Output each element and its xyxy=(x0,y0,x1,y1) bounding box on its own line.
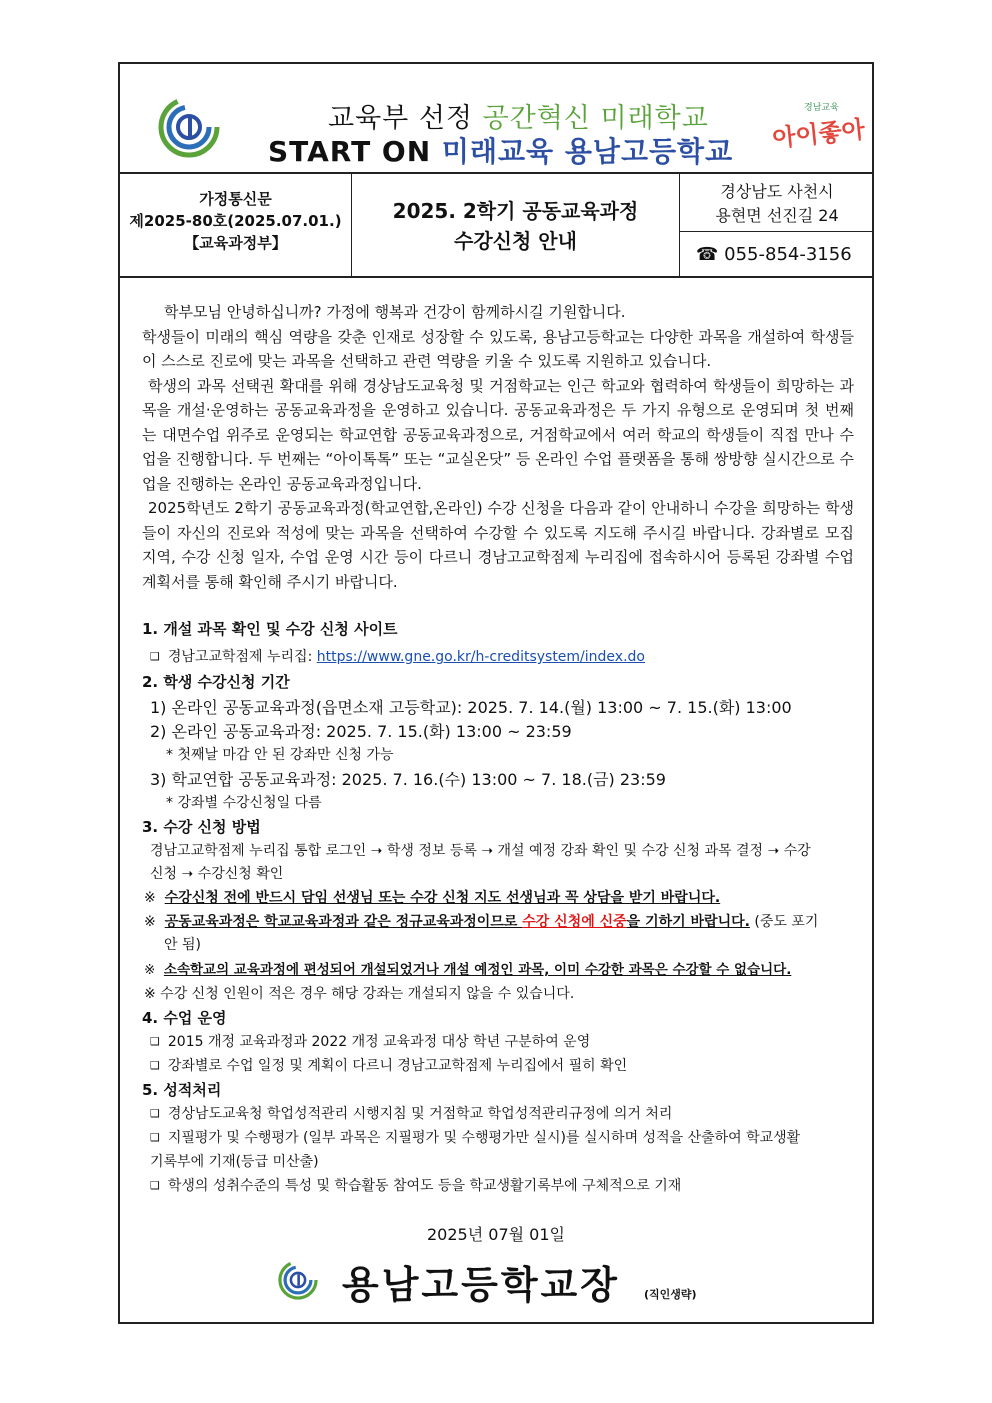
note-min-enrollment: ※ 수강 신청 인원이 적은 경우 해당 강좌는 개설되지 않을 수 있습니다. xyxy=(144,986,575,1002)
issue-date: 2025년 07월 01일 xyxy=(427,1225,565,1244)
period-online: 2) 온라인 공동교육과정: 2025. 7. 15.(화) 13:00 ~ 23:59 xyxy=(150,722,572,741)
brand-logo-text: 아이좋아 xyxy=(770,114,867,153)
header-line-2: START ON 미래교육 용남고등학교 xyxy=(268,135,734,168)
operation-item: ❑ 강좌별로 수업 일정 및 계획이 다르니 경남고교학점제 누리집에서 필히 확인 xyxy=(150,1055,627,1075)
newsletter-label: 가정통신문 xyxy=(199,190,272,208)
credit-system-link[interactable]: https://www.gne.go.kr/h-creditsystem/index.do xyxy=(316,649,645,665)
section-5-heading: 5. 성적처리 xyxy=(142,1081,222,1099)
intro-paragraph: 2025학년도 2학기 공동교육과정(학교연합,온라인) 수강 신청을 다음과 같이 안내하니 수강을 희망하는 학생들이 자신의 진로와 적성에 맞는 과목을 선택하여 수강할 수 있도록 지도해 주시길 바랍니다. 강좌별로 모집 지역, 수강 신청 일자, 수업 운영 시간 등이 다르니 경남고교학점제 누리집에 접속하시어 등록된 강좌별 수업계획서를 통해 확인해 주시기 바랍니다. xyxy=(142,499,854,591)
school-circle-logo-icon xyxy=(278,1260,318,1300)
intro-text xyxy=(142,300,854,594)
contact-cell xyxy=(680,174,874,276)
gyeongnam-brand-logo xyxy=(770,100,867,153)
doc-title-line-2: 수강신청 안내 xyxy=(454,229,577,253)
section-4-heading: 4. 수업 운영 xyxy=(142,1009,227,1027)
note-consult: ※ 수강신청 전에 반드시 담임 선생님 또는 수강 신청 지도 선생님과 꼭 상담을 받기 바랍니다. xyxy=(144,890,721,906)
grading-item: ❑ 지필평가 및 수행평가 (일부 과목은 지필평가 및 수행평가만 실시)를 실시하며 성적을 산출하여 학교생활 xyxy=(150,1127,800,1147)
method-steps-line-2: 신청 ➝ 수강신청 확인 xyxy=(150,866,284,882)
letterhead xyxy=(120,64,872,172)
operation-item: ❑ 2015 개정 교육과정과 2022 개정 교육과정 대상 학년 구분하여 운영 xyxy=(150,1031,590,1051)
note-regular-course-cont: 안 됨) xyxy=(164,937,201,953)
intro-paragraph: 학생들이 미래의 핵심 역량을 갖춘 인재로 성장할 수 있도록, 용남고등학교는 다양한 과목을 개설하여 학생들이 스스로 진로에 맞는 과목을 선택하고 관련 역량을 키울 수 있도록 지원하고 있습니다. xyxy=(142,327,854,370)
department-label: 【교육과정부】 xyxy=(184,234,287,252)
newsletter-number: 제2025-80호(2025.07.01.) xyxy=(129,212,342,230)
address xyxy=(680,174,874,232)
period-online-note: * 첫째날 마감 안 된 강좌만 신청 가능 xyxy=(166,747,394,763)
grading-item-cont: 기록부에 기재(등급 미산출) xyxy=(150,1154,319,1170)
period-joint: 3) 학교연합 공동교육과정: 2025. 7. 16.(수) 13:00 ~ 7. 18.(금) 23:59 xyxy=(150,770,666,789)
section-2-heading: 2. 학생 수강신청 기간 xyxy=(142,673,290,691)
section-3-heading: 3. 수강 신청 방법 xyxy=(142,818,261,836)
period-joint-note: * 강좌별 수강신청일 다름 xyxy=(166,795,322,811)
period-online-rural: 1) 온라인 공동교육과정(읍면소재 고등학교): 2025. 7. 14.(월) 13:00 ~ 7. 15.(화) 13:00 xyxy=(150,698,792,717)
intro-paragraph: 학생의 과목 선택권 확대를 위해 경상남도교육청 및 거점학교는 인근 학교와 협력하여 학생들이 희망하는 과목을 개설·운영하는 공동교육과정을 운영하고 있습니다. 공동교육과정은 두 가지 유형으로 운영되며 첫 번째는 대면수업 위주로 운영되는 학교연합 공동교육과정으로, 거점학교에서 여러 학교의 학생들이 직접 만나 수업을 진행합니다. 두 번째는 “아이톡톡” 또는 “교실온닷” 등 온라인 수업 플랫폼을 통해 쌍방향 실시간으로 수업을 진행하는 온라인 공동교육과정입니다. xyxy=(142,376,854,493)
info-table xyxy=(120,172,872,278)
brand-small-text: 경남교육 xyxy=(804,103,839,113)
note-restriction: ※ 소속학교의 교육과정에 편성되어 개설되었거나 개설 예정인 과목, 이미 수강한 과목은 수강할 수 없습니다. xyxy=(144,962,792,978)
grading-item: ❑ 경상남도교육청 학업성적관리 시행지침 및 거점학교 학업성적관리규정에 의거 처리 xyxy=(150,1103,672,1123)
grading-item: ❑ 학생의 성취수준의 특성 및 학습활동 참여도 등을 학교생활기록부에 구체적으로 기재 xyxy=(150,1175,681,1195)
school-circle-logo-icon xyxy=(158,96,220,158)
doc-title-line-1: 2025. 2학기 공동교육과정 xyxy=(392,199,639,223)
intro-paragraph: 학부모님 안녕하십니까? 가정에 행복과 건강이 함께하시길 기원합니다. xyxy=(164,303,626,321)
document-frame xyxy=(118,62,874,1324)
phone-number: 055-854-3156 xyxy=(724,244,852,265)
principal-signature: 용남고등학교장 xyxy=(342,1263,620,1307)
newsletter-cell xyxy=(120,174,352,276)
address-line-1: 경상남도 사천시 xyxy=(720,182,834,201)
section-1-heading: 1. 개설 과목 확인 및 수강 신청 사이트 xyxy=(142,620,398,638)
phone xyxy=(680,232,874,278)
method-steps-line-1: 경남고교학점제 누리집 통합 로그인 ➝ 학생 정보 등록 ➝ 개설 예정 강좌 확인 및 수강 신청 과목 결정 ➝ 수강 xyxy=(150,843,811,859)
seal-omitted-label: (직인생략) xyxy=(644,1288,697,1301)
note-regular-course: ※ 공동교육과정은 학교교육과정과 같은 정규교육과정이므로 수강 신청에 신중을 기하기 바랍니다. (중도 포기 xyxy=(144,914,819,930)
section-1-item: ❑ 경남고교학점제 누리집: https://www.gne.go.kr/h-creditsystem/index.do xyxy=(150,646,645,666)
header-line-1: 교육부 선정 공간혁신 미래학교 xyxy=(328,103,709,134)
phone-icon: ☎ xyxy=(696,244,719,265)
address-line-2: 용현면 선진길 24 xyxy=(715,206,839,225)
doc-title-cell xyxy=(352,174,680,276)
